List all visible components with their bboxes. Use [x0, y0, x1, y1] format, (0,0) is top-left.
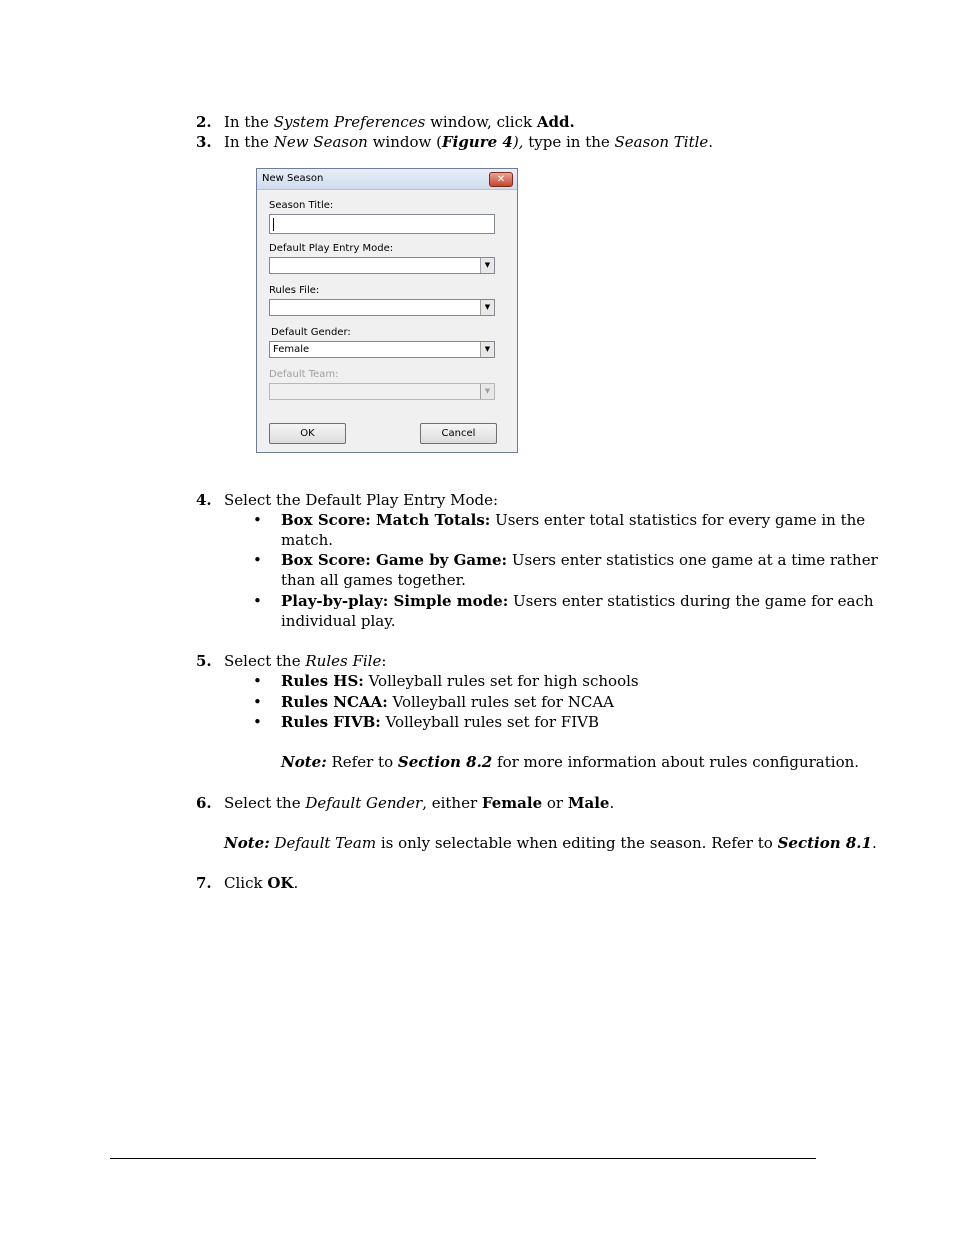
play-mode-select[interactable] [269, 257, 495, 274]
team-label: Default Team: [269, 369, 339, 380]
step-4-b3-bold: Play-by-play: Simple mode: [281, 592, 509, 610]
chevron-down-icon[interactable]: ▼ [480, 300, 494, 315]
step-6-t1: Select the [224, 794, 306, 812]
season-title-label: Season Title: [269, 200, 334, 211]
gender-label: Default Gender: [271, 327, 351, 338]
chevron-down-icon: ▼ [480, 384, 494, 399]
bullet-icon: • [253, 551, 262, 569]
step-3-t6: type in the [523, 133, 615, 151]
step-6-text [224, 793, 614, 813]
rules-file-select[interactable] [269, 299, 495, 316]
step-7-t1: Click [224, 874, 268, 892]
dialog-titlebar [257, 169, 517, 190]
step-5-b2-text: Volleyball rules set for NCAA [387, 693, 614, 711]
step-7-t3: . [293, 874, 299, 892]
step-4-b2-l1: Users enter statistics one game at a time rather [507, 551, 878, 569]
step-5-t3: : [381, 652, 387, 670]
step-4-bullet-2 [281, 550, 878, 570]
step-5-b3-text: Volleyball rules set for FIVB [380, 713, 599, 731]
bullet-icon: • [253, 672, 262, 690]
step-3-t3: window ( [367, 133, 442, 151]
gender-value: Female [273, 344, 310, 355]
step-3-number: 3. [196, 133, 212, 151]
step-5-note-label: Note: [281, 753, 327, 771]
footer-divider [110, 1158, 816, 1159]
gender-select[interactable] [269, 341, 495, 358]
step-4-bullet-1 [281, 510, 865, 530]
step-5-note-t3: for more information about rules configuration. [492, 753, 860, 771]
step-5-bullet-3 [281, 712, 599, 732]
step-4-number: 4. [196, 491, 212, 509]
step-2-t1: In the [224, 113, 274, 131]
step-3-t7: Season Title [614, 133, 709, 151]
rules-file-label: Rules File: [269, 285, 320, 296]
close-icon[interactable]: ✕ [489, 172, 513, 187]
step-5-bullet-1 [281, 671, 639, 691]
step-6-note-t3: is only selectable when editing the season. Refer to [376, 834, 778, 852]
bullet-icon: • [253, 511, 262, 529]
step-6-t2: Default Gender [305, 794, 423, 812]
step-5-bullet-2 [281, 692, 614, 712]
step-5-b1-bold: Rules HS: [281, 672, 364, 690]
step-4-b1-l1: Users enter total statistics for every game in the [490, 511, 866, 529]
step-6-number: 6. [196, 794, 212, 812]
step-3-t8: . [708, 133, 714, 151]
new-season-dialog [256, 168, 518, 453]
step-5-b1-text: Volleyball rules set for high schools [363, 672, 639, 690]
step-6-t6: Male [567, 794, 610, 812]
step-5-t1: Select the [224, 652, 306, 670]
step-4-bullet-2-cont: than all games together. [281, 571, 466, 589]
step-6-note [224, 833, 877, 853]
step-2-t4: Add. [536, 113, 575, 131]
step-6-note-label: Note: [224, 834, 270, 852]
text-caret [273, 218, 274, 231]
step-7-t2: OK [267, 874, 294, 892]
chevron-down-icon[interactable]: ▼ [480, 342, 494, 357]
step-6-note-t2: Default Team [274, 834, 377, 852]
step-5-number: 5. [196, 652, 212, 670]
step-4-bullet-3 [281, 591, 874, 611]
step-4-bullet-1-cont: match. [281, 531, 334, 549]
step-5-b2-bold: Rules NCAA: [281, 693, 388, 711]
step-3-t2: New Season [273, 133, 368, 151]
step-4-b2-bold: Box Score: Game by Game: [281, 551, 508, 569]
dialog-title: New Season [262, 173, 324, 184]
step-2-t2: System Preferences [273, 113, 426, 131]
step-6-note-t4: Section 8.1 [777, 834, 872, 852]
team-select [269, 383, 495, 400]
play-mode-label: Default Play Entry Mode: [269, 243, 394, 254]
step-5-note-t2: Section 8.2 [397, 753, 493, 771]
step-5-note-t1: Refer to [326, 753, 398, 771]
bullet-icon: • [253, 713, 262, 731]
step-5-t2: Rules File [305, 652, 382, 670]
cancel-button[interactable]: Cancel [420, 423, 497, 444]
step-4-b1-bold: Box Score: Match Totals: [281, 511, 491, 529]
step-4-bullet-3-cont: individual play. [281, 612, 396, 630]
step-6-t5: or [542, 794, 568, 812]
step-7-number: 7. [196, 874, 212, 892]
step-3-t5: ), [512, 133, 524, 151]
step-3-t1: In the [224, 133, 274, 151]
step-5-b3-bold: Rules FIVB: [281, 713, 381, 731]
ok-button[interactable]: OK [269, 423, 346, 444]
chevron-down-icon[interactable]: ▼ [480, 258, 494, 273]
step-2-number: 2. [196, 113, 212, 131]
bullet-icon: • [253, 592, 262, 610]
step-6-t7: . [609, 794, 615, 812]
season-title-input[interactable] [269, 214, 495, 234]
step-6-t3: , either [422, 794, 482, 812]
step-3-t4: Figure 4 [441, 133, 513, 151]
step-5-text [224, 651, 386, 671]
step-4-b3-l1: Users enter statistics during the game for each [508, 592, 874, 610]
step-2-t3: window, click [425, 113, 537, 131]
step-4-text: Select the Default Play Entry Mode: [224, 491, 499, 509]
step-3-text [224, 132, 713, 152]
step-5-note [281, 752, 859, 772]
step-2-text [224, 112, 575, 132]
step-6-note-t5: . [871, 834, 877, 852]
step-7-text [224, 873, 298, 893]
step-6-t4: Female [481, 794, 543, 812]
bullet-icon: • [253, 693, 262, 711]
